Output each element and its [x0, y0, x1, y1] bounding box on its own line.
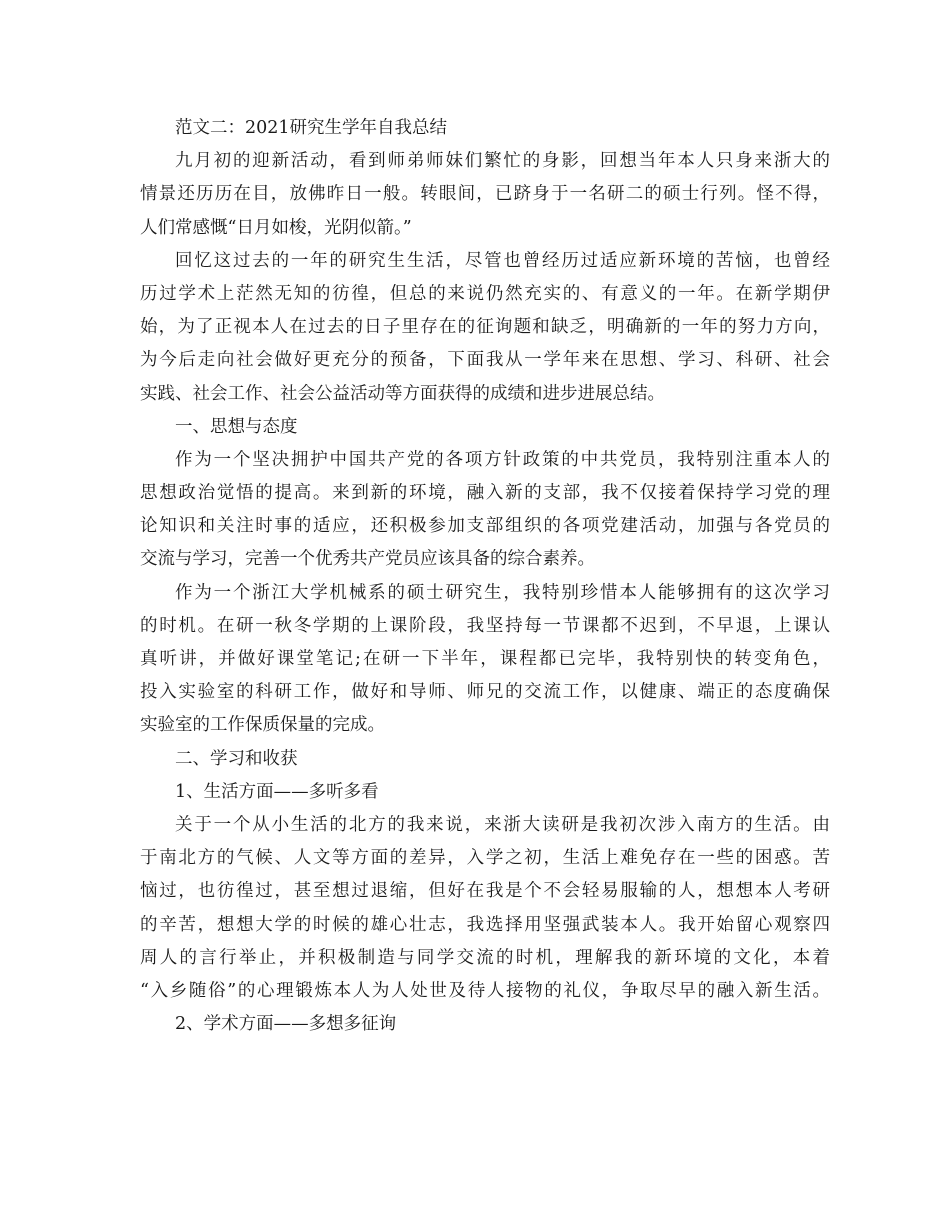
- text-line: 范文二：2021研究生学年自我总结: [175, 118, 448, 138]
- text-line: 于南北方的气候、人文等方面的差异，入学之初，生活上难免存在一些的困惑。苦: [140, 848, 830, 869]
- text-line: 作为一个坚决拥护中国共产党的各项方针政策的中共党员，我特别注重本人的: [175, 449, 830, 470]
- text-line: 周人的言行举止，并积极制造与同学交流的时机，理解我的新环境的文化，本着: [140, 947, 830, 968]
- text-line: 情景还历历在目，放佛昨日一般。转眼间，已跻身于一名研二的硕士行列。怪不得，: [140, 184, 830, 205]
- text-line: 1、生活方面——多听多看: [175, 781, 379, 802]
- text-line: 实验室的工作保质保量的完成。: [140, 715, 385, 736]
- text-line: 为今后走向社会做好更充分的预备，下面我从一学年来在思想、学习、科研、社会: [140, 350, 830, 371]
- text-line: 回忆这过去的一年的研究生生活，尽管也曾经历过适应新环境的苦恼，也曾经: [175, 250, 830, 271]
- text-line: 2、学术方面——多想多征询: [175, 1014, 397, 1035]
- text-line: 作为一个浙江大学机械系的硕士研究生，我特别珍惜本人能够拥有的这次学习: [175, 582, 830, 603]
- document-body: [140, 112, 830, 1041]
- text-line: 的辛苦，想想大学的时候的雄心壮志，我选择用坚强武装本人。我开始留心观察四: [140, 914, 830, 935]
- text-line: 历过学术上茫然无知的彷徨，但总的来说仍然充实的、有意义的一年。在新学期伊: [140, 283, 830, 304]
- text-line: 论知识和关注时事的适应，还积极参加支部组织的各项党建活动，加强与各党员的: [140, 516, 830, 537]
- text-line: 九月初的迎新活动，看到师弟师妹们繁忙的身影，回想当年本人只身来浙大的: [175, 151, 830, 172]
- text-line: 真听讲，并做好课堂笔记;在研一下半年，课程都已完毕，我特别快的转变角色，: [140, 649, 830, 669]
- text-line: 二、学习和收获: [175, 748, 298, 769]
- text-line: 的时机。在研一秋冬学期的上课阶段，我坚持每一节课都不迟到，不早退，上课认: [140, 615, 830, 636]
- text-line: 关于一个从小生活的北方的我来说，来浙大读研是我初次涉入南方的生活。由: [175, 814, 830, 835]
- text-line: 思想政治觉悟的提高。来到新的环境，融入新的支部，我不仅接着保持学习党的理: [140, 483, 830, 504]
- text-line: 恼过，也彷徨过，甚至想过退缩，但好在我是个不会轻易服输的人，想想本人考研: [140, 881, 830, 902]
- text-line: 交流与学习，完善一个优秀共产党员应该具备的综合素养。: [140, 549, 595, 570]
- text-line: 投入实验室的科研工作，做好和导师、师兄的交流工作，以健康、端正的态度确保: [140, 682, 830, 703]
- text-line: “入乡随俗”的心理锻炼本人为人处世及待人接物的礼仪，争取尽早的融入新生活。: [140, 980, 830, 1001]
- text-line: 实践、社会工作、社会公益活动等方面获得的成绩和进步进展总结。: [140, 383, 665, 404]
- text-line: 一、思想与态度: [175, 416, 298, 437]
- text-line: 始，为了正视本人在过去的日子里存在的征询题和缺乏，明确新的一年的努力方向，: [140, 317, 830, 338]
- text-line: 人们常感慨“日月如梭，光阴似箭。”: [140, 217, 412, 238]
